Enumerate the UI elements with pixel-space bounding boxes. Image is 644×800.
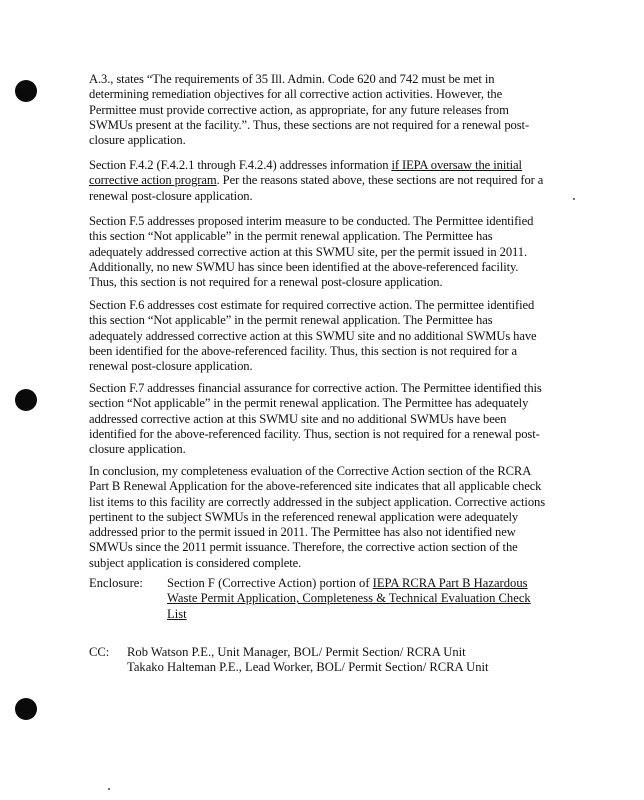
paragraph-f42-text-start: Section F.4.2 (F.4.2.1 through F.4.2.4) addresses information	[89, 158, 392, 172]
cc-block	[89, 645, 569, 679]
paragraph-section-f42	[89, 158, 549, 204]
cc-recipient-2: Takako Halteman P.E., Lead Worker, BOL/ Permit Section/ RCRA Unit	[127, 660, 489, 675]
scan-speck	[108, 788, 110, 790]
cc-recipients	[127, 645, 567, 676]
binder-hole-bottom	[15, 698, 37, 720]
enclosure-block	[89, 576, 559, 626]
enclosure-link: IEPA RCRA Part B Hazardous Waste Permit Application, Completeness & Technical Evaluation Check List	[167, 576, 531, 621]
paragraph-f42-text-end: . Per the reasons stated above, these sections are not required for a renewal post-closure application.	[89, 173, 544, 203]
cc-label: CC:	[89, 645, 110, 659]
paragraph-section-f5: Section F.5 addresses proposed interim measure to be conducted. The Permittee identified this section “Not applicable” in the permit renewal application. The Permittee has adequately addressed corrective action at this SWMU site, per the permit issued in 2011. Additionally, no new SWMU has since been identified at the above-referenced facility. Thus, this section is not required for a renewal post-closure application.	[89, 214, 534, 290]
paragraph-section-f6: Section F.6 addresses cost estimate for required corrective action. The permittee identified this section “Not applicable” in the permit renewal application. The Permittee has adequately addressed corrective action at this SWMU site and no additional SWMUs have been identified for the above-referenced facility. Thus, this section is not required for a renewal post-closure application.	[89, 298, 537, 374]
binder-hole-top	[15, 80, 37, 102]
cc-recipient-1: Rob Watson P.E., Unit Manager, BOL/ Permit Section/ RCRA Unit	[127, 645, 466, 659]
enclosure-text-start: Section F (Corrective Action) portion of	[167, 576, 373, 590]
paragraph-f42-underlined: if IEPA oversaw the initial corrective action program	[89, 158, 522, 188]
enclosure-label: Enclosure:	[89, 576, 143, 590]
paragraph-conclusion: In conclusion, my completeness evaluation of the Corrective Action section of the RCRA Part B Renewal Application for the above-referenced site indicates that all applicable check list items to this facility are correctly addressed in the subject application. Corrective actions pertinent to the subject SWMUs in the referenced renewal application were adequately addressed prior to the permit issued in 2011. The Permittee has also not identified new SMWUs since the 2011 permit issuance. Therefore, the corrective action section of the subject application is considered complete.	[89, 464, 546, 570]
paragraph-remediation-objectives: A.3., states “The requirements of 35 Ill. Admin. Code 620 and 742 must be met in determining remediation objectives for all corrective action activities. However, the Permittee must provide corrective action, as appropriate, for any future releases from SWMUs present at the facility.”. Thus, these sections are not required for a renewal post-closure application.	[89, 72, 530, 148]
binder-hole-middle	[15, 389, 37, 411]
enclosure-text	[167, 576, 547, 622]
paragraph-section-f7: Section F.7 addresses financial assurance for corrective action. The Permittee identified this section “Not applicable” in the permit renewal application. The Permittee has adequately addressed corrective action at this SWMU site and no additional SWMUs have been identified for the above-referenced facility. Thus, section is not required for a renewal post-closure application.	[89, 381, 542, 457]
scan-speck	[573, 198, 575, 200]
